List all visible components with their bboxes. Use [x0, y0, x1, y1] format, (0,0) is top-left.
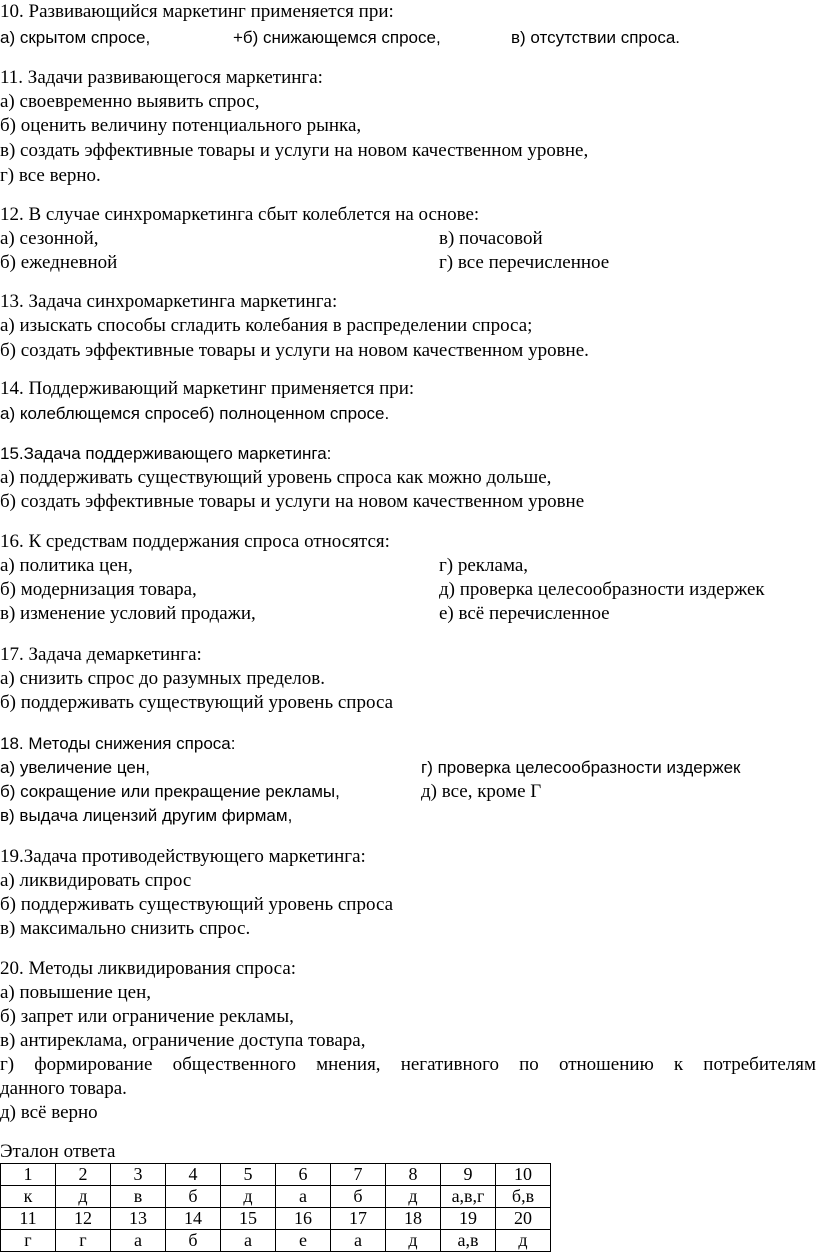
table-row — [1, 1164, 551, 1186]
answer-key-table — [0, 1163, 551, 1252]
table-cell: 1 — [1, 1164, 56, 1186]
question-18-row-2 — [0, 780, 542, 804]
question-20-option-a: а) повышение цен, — [0, 982, 152, 1003]
table-cell: 4 — [166, 1164, 221, 1186]
table-cell: 7 — [331, 1164, 386, 1186]
question-18-row-1 — [0, 756, 741, 780]
question-18-title: 18. Методы снижения спроса: — [0, 734, 236, 753]
question-14-option-a: а) колеблющемся спросеб) полноценном спросе. — [0, 404, 390, 423]
question-10-options — [0, 26, 681, 50]
table-cell: 6 — [276, 1164, 331, 1186]
table-cell: 9 — [441, 1164, 496, 1186]
question-13-title: 13. Задача синхромаркетинга маркетинга: — [0, 291, 338, 312]
table-cell: б — [166, 1230, 221, 1252]
table-cell: а — [221, 1230, 276, 1252]
question-11-option-a: а) своевременно выявить спрос, — [0, 91, 260, 112]
question-18-row-3 — [0, 804, 292, 828]
table-row — [1, 1230, 551, 1252]
table-cell: 11 — [1, 1208, 56, 1230]
question-17-title: 17. Задача демаркетинга: — [0, 644, 202, 665]
question-11-option-b: б) оценить величину потенциального рынка, — [0, 115, 362, 136]
table-cell: а — [276, 1186, 331, 1208]
table-cell: г — [1, 1230, 56, 1252]
table-cell: 20 — [496, 1208, 551, 1230]
option-b: б) модернизация товара, — [0, 579, 197, 600]
question-15-option-b: б) создать эффективные товары и услуги на новом качественном уровне — [0, 491, 585, 512]
question-19-title: 19.Задача противодействующего маркетинга: — [0, 846, 366, 867]
question-19-option-b: б) поддерживать существующий уровень спроса — [0, 894, 394, 915]
table-cell: 15 — [221, 1208, 276, 1230]
table-cell: д — [221, 1186, 276, 1208]
table-cell: д — [386, 1186, 441, 1208]
table-cell: 2 — [56, 1164, 111, 1186]
question-12-title: 12. В случае синхромаркетинга сбыт колеблется на основе: — [0, 204, 480, 225]
question-19-option-a: а) ликвидировать спрос — [0, 870, 192, 891]
option-a: а) скрытом спросе, — [0, 28, 151, 47]
option-b: +б) снижающемся спросе, — [233, 28, 441, 47]
option-c: в) отсутствии спроса. — [511, 28, 681, 47]
table-cell: а,в — [441, 1230, 496, 1252]
question-12-row-1 — [0, 227, 543, 251]
option-b: б) ежедневной — [0, 252, 118, 273]
table-cell: д — [56, 1186, 111, 1208]
question-19-option-c: в) максимально снизить спрос. — [0, 918, 251, 939]
table-cell: 13 — [111, 1208, 166, 1230]
question-20-option-b: б) запрет или ограничение рекламы, — [0, 1006, 294, 1027]
question-15-title: 15.Задача поддерживающего маркетинга: — [0, 444, 332, 463]
option-a: а) политика цен, — [0, 555, 133, 576]
question-16-row-3 — [0, 602, 610, 626]
question-13-option-b: б) создать эффективные товары и услуги на новом качественном уровне. — [0, 340, 589, 361]
option-c: в) изменение условий продажи, — [0, 603, 256, 624]
option-a: а) сезонной, — [0, 228, 99, 249]
question-10-title: 10. Развивающийся маркетинг применяется при: — [0, 1, 394, 22]
table-cell: 14 — [166, 1208, 221, 1230]
table-cell: д — [386, 1230, 441, 1252]
table-row — [1, 1208, 551, 1230]
option-d: г) проверка целесообразности издержек — [421, 758, 741, 777]
question-12-row-2 — [0, 251, 610, 275]
table-cell: а,в,г — [441, 1186, 496, 1208]
question-16-row-2 — [0, 578, 765, 602]
answer-key-title: Эталон ответа — [0, 1141, 116, 1162]
question-11-option-d: г) все верно. — [0, 165, 101, 186]
table-cell: 8 — [386, 1164, 441, 1186]
question-13-option-a: а) изыскать способы сгладить колебания в распределении спроса; — [0, 315, 533, 336]
question-15-option-a: а) поддерживать существующий уровень спроса как можно дольше, — [0, 467, 552, 488]
table-cell: д — [496, 1230, 551, 1252]
table-cell: б — [166, 1186, 221, 1208]
table-cell: 19 — [441, 1208, 496, 1230]
question-20-option-c: в) антиреклама, ограничение доступа товара, — [0, 1030, 366, 1051]
question-20-option-d-continued: данного товара. — [0, 1078, 127, 1099]
table-cell: е — [276, 1230, 331, 1252]
option-d: г) все перечисленное — [439, 252, 610, 273]
table-cell: к — [1, 1186, 56, 1208]
table-cell: б — [331, 1186, 386, 1208]
table-cell: г — [56, 1230, 111, 1252]
table-cell: 18 — [386, 1208, 441, 1230]
option-b: б) сокращение или прекращение рекламы, — [0, 782, 340, 801]
question-14-title: 14. Поддерживающий маркетинг применяется при: — [0, 378, 415, 399]
table-cell: 10 — [496, 1164, 551, 1186]
option-d: г) реклама, — [439, 555, 529, 576]
question-20-option-d: г) формирование общественного мнения, негативного по отношению к потребителям — [0, 1054, 816, 1075]
table-cell: 12 — [56, 1208, 111, 1230]
question-17-option-b: б) поддерживать существующий уровень спроса — [0, 692, 394, 713]
table-cell: а — [331, 1230, 386, 1252]
option-a: а) увеличение цен, — [0, 758, 150, 777]
question-11-option-c: в) создать эффективные товары и услуги на новом качественном уровне, — [0, 140, 589, 161]
table-row — [1, 1186, 551, 1208]
table-cell: в — [111, 1186, 166, 1208]
table-cell: 16 — [276, 1208, 331, 1230]
option-f: е) всё перечисленное — [439, 603, 610, 624]
question-20-title: 20. Методы ликвидирования спроса: — [0, 958, 297, 979]
question-20-option-e: д) всё верно — [0, 1102, 98, 1123]
table-cell: 5 — [221, 1164, 276, 1186]
question-11-title: 11. Задачи развивающегося маркетинга: — [0, 67, 323, 88]
option-c: в) почасовой — [439, 228, 543, 249]
option-e: д) проверка целесообразности издержек — [439, 579, 765, 600]
question-17-option-a: а) снизить спрос до разумных пределов. — [0, 668, 325, 689]
option-c: в) выдача лицензий другим фирмам, — [0, 806, 293, 825]
table-cell: 17 — [331, 1208, 386, 1230]
table-cell: а — [111, 1230, 166, 1252]
option-e: д) все, кроме Г — [421, 781, 542, 802]
table-cell: 3 — [111, 1164, 166, 1186]
question-16-row-1 — [0, 554, 529, 578]
question-16-title: 16. К средствам поддержания спроса относятся: — [0, 531, 390, 552]
table-cell: б,в — [496, 1186, 551, 1208]
